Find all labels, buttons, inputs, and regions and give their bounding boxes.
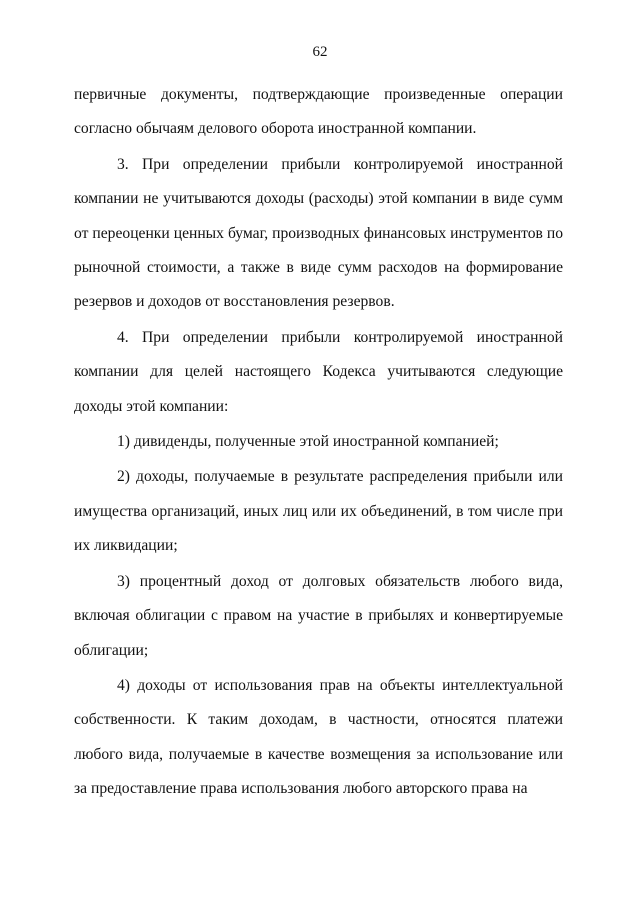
page-number: 62	[312, 44, 328, 60]
paragraph-item-3: 3. При определении прибыли контролируемой иностранной компании не учитываются доходы (расходы) этой компании в виде сумм от переоценки ценных бумаг, производных финансовых инструментов по рыночной стоимости, а также в виде сумм расходов на формирование резервов и доходов от восстановления резервов.	[74, 155, 563, 311]
list-item-interest-income: 3) процентный доход от долговых обязательств любого вида, включая облигации с правом на участие в прибылях и конвертируемые облигации;	[74, 572, 563, 659]
list-item-dividends: 1) дивиденды, полученные этой иностранной компанией;	[117, 433, 499, 451]
paragraph-item-4: 4. При определении прибыли контролируемой иностранной компании для целей настоящего Кодекса учитываются следующие доходы этой компании:	[74, 328, 563, 415]
paragraph-continuation: первичные документы, подтверждающие произведенные операции согласно обычаям делового оборота иностранной компании.	[74, 86, 563, 138]
document-body	[74, 78, 563, 807]
list-item-distribution-income: 2) доходы, получаемые в результате распределения прибыли или имущества организаций, иных лиц или их объединений, в том числе при их ликвидации;	[74, 468, 563, 555]
list-item-ip-income: 4) доходы от использования прав на объекты интеллектуальной собственности. К таким доходам, в частности, относятся платежи любого вида, получаемые в качестве возмещения за использование или за предоставление права использования любого авторского права на	[74, 676, 563, 798]
